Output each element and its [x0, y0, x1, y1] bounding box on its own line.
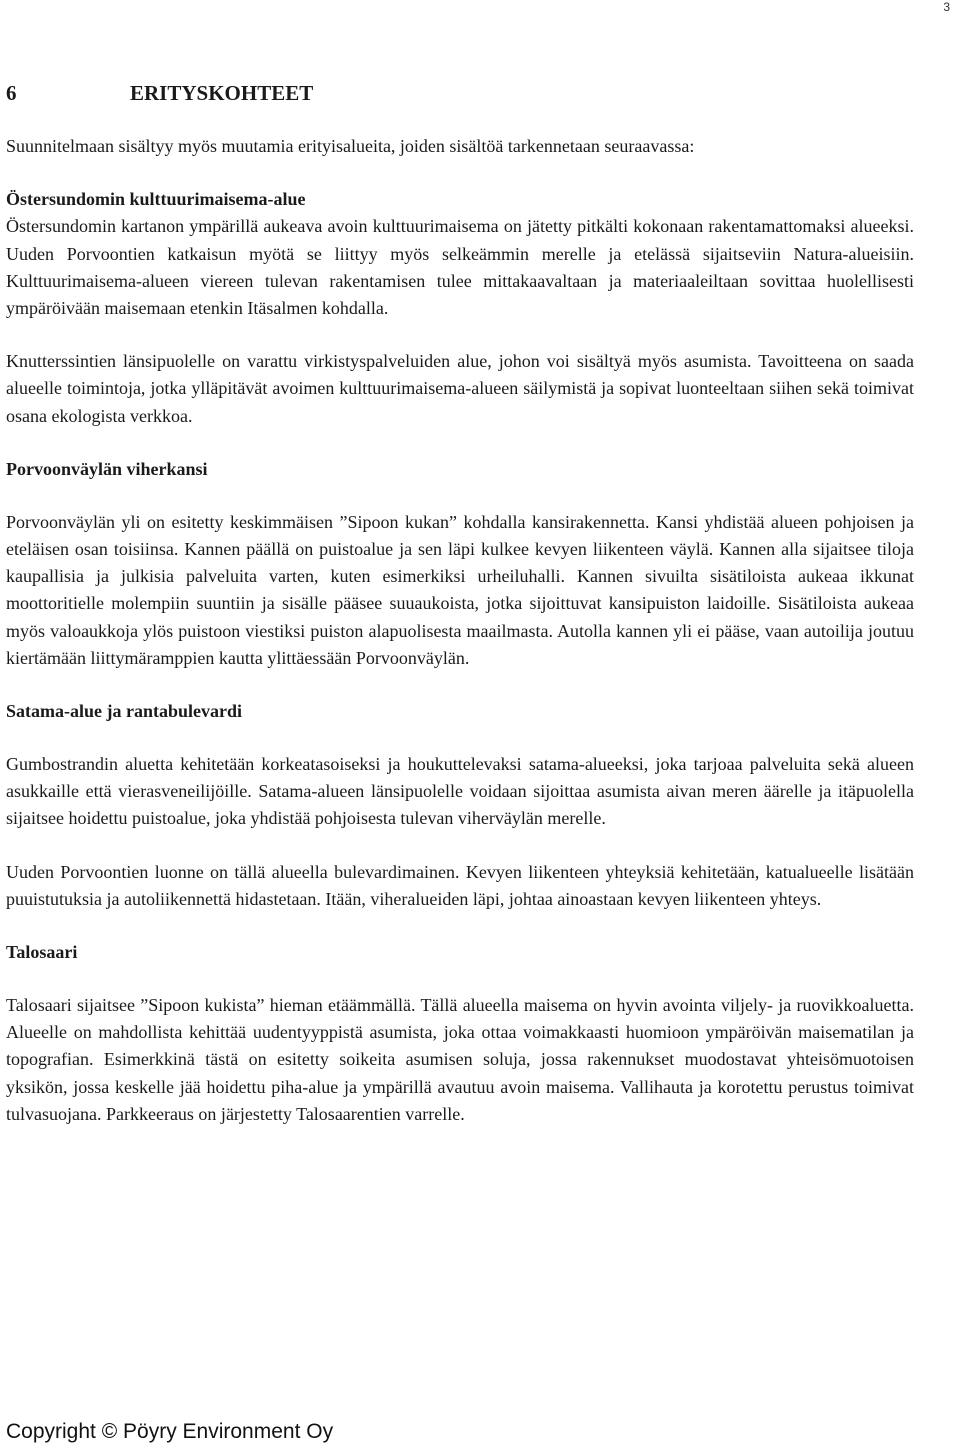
intro-paragraph: Suunnitelmaan sisältyy myös muutamia erityisalueita, joiden sisältöä tarkennetaan seuraavassa:	[6, 136, 695, 156]
chapter-number: 6	[6, 81, 17, 105]
copyright-footer: Copyright © Pöyry Environment Oy	[6, 1420, 334, 1443]
chapter-title: ERITYSKOHTEET	[130, 81, 314, 105]
section-title-talosaari: Talosaari	[6, 942, 78, 963]
talosaari-paragraph-1: Talosaari sijaitsee ”Sipoon kukista” hieman etäämmällä. Tällä alueella maisema on hyvin avointa viljely- ja ruovikkoaluetta. Alueelle on mahdollista kehittää uudentyyppistä asumista, joka ottaa voimakkaasti huomioon ympäröivän maisematilan ja topografian. Esimerkkinä tästä on esitetty soikeita asumisen soluja, jossa rakennukset muodostavat yhteisömuotoisen yksikön, jossa keskelle jää hoidettu piha-alue ja ympärillä avautuu avoin maisema. Vallihauta ja korotettu perustus toimivat tulvasuojana. Parkkeeraus on järjestetty Talosaarentien varrelle.	[6, 995, 914, 1124]
satama-paragraph-1: Gumbostrandin aluetta kehitetään korkeatasoiseksi ja houkuttelevaksi satama-alueeksi, joka tarjoaa palveluita sekä alueen asukkaille että vierasveneilijöille. Satama-alueen länsipuolelle voidaan sijoittaa asumista aivan meren äärelle ja itäpuolella sijaitsee hoidettu puistoalue, joka yhdistää pohjoisesta tulevan viherväylän merelle.	[6, 754, 914, 829]
kulttuurimaisema-paragraph-2: Knutterssintien länsipuolelle on varattu virkistyspalveluiden alue, johon voi sisältyä myös asumista. Tavoitteena on saada alueelle toimintoja, jotka ylläpitävät avoimen kulttuurimaisema-alueen säilymistä ja sopivat luonteeltaan siihen sekä toimivat osana ekologista verkkoa.	[6, 351, 914, 426]
section-title-viherkansi: Porvoonväylän viherkansi	[6, 458, 208, 479]
satama-paragraph-2: Uuden Porvoontien luonne on tällä alueella bulevardimainen. Kevyen liikenteen yhteyksiä kehitetään, katualueelle lisätään puuistutuksia ja autoliikennettä hidastetaan. Itään, viheralueiden läpi, johtaa ainoastaan kevyen liikenteen yhteys.	[6, 861, 914, 909]
page-number: 3	[943, 0, 950, 14]
chapter-heading	[6, 78, 914, 108]
kulttuurimaisema-paragraph-1: Östersundomin kartanon ympärillä aukeava avoin kulttuurimaisema on jätetty pitkälti kokonaan rakentamattomaksi alueeksi. Uuden Porvoontien katkaisun myötä se liittyy myös selkeämmin merelle ja etelässä sijaitseviin Natura-alueisiin. Kulttuurimaisema-alueen viereen tulevan rakentamisen tulee mittakaavaltaan ja materiaaleiltaan sovittaa huolellisesti ympäröivään maisemaan etenkin Itäsalmen kohdalla.	[6, 216, 914, 319]
document-body	[6, 78, 914, 1128]
section-title-kulttuurimaisema: Östersundomin kulttuurimaisema-alue	[6, 189, 306, 210]
viherkansi-paragraph-1: Porvoonväylän yli on esitetty keskimmäisen ”Sipoon kukan” kohdalla kansirakennetta. Kansi yhdistää alueen pohjoisen ja eteläisen osan toisiinsa. Kannen päällä on puistoalue ja sen läpi kulkee kevyen liikenteen väylä. Kannen alla sijaitsee tiloja kaupallisia ja julkisia palveluita varten, kuten esimerkiksi urheiluhalli. Kannen sivuilta sisätiloista aukeaa ikkunat moottoritielle molempiin suuntiin ja sisälle pääsee suuaukoista, jotka sijoittuvat kansipuiston laidoille. Sisätiloista aukeaa myös valoaukkoja ylös puistoon viestiksi puiston alapuolisesta maailmasta. Autolla kannen yli ei pääse, vaan autoilija joutuu kiertämään liittymäramppien kautta ylittäessään Porvoonväylän.	[6, 511, 914, 668]
section-title-satama: Satama-alue ja rantabulevardi	[6, 701, 242, 722]
